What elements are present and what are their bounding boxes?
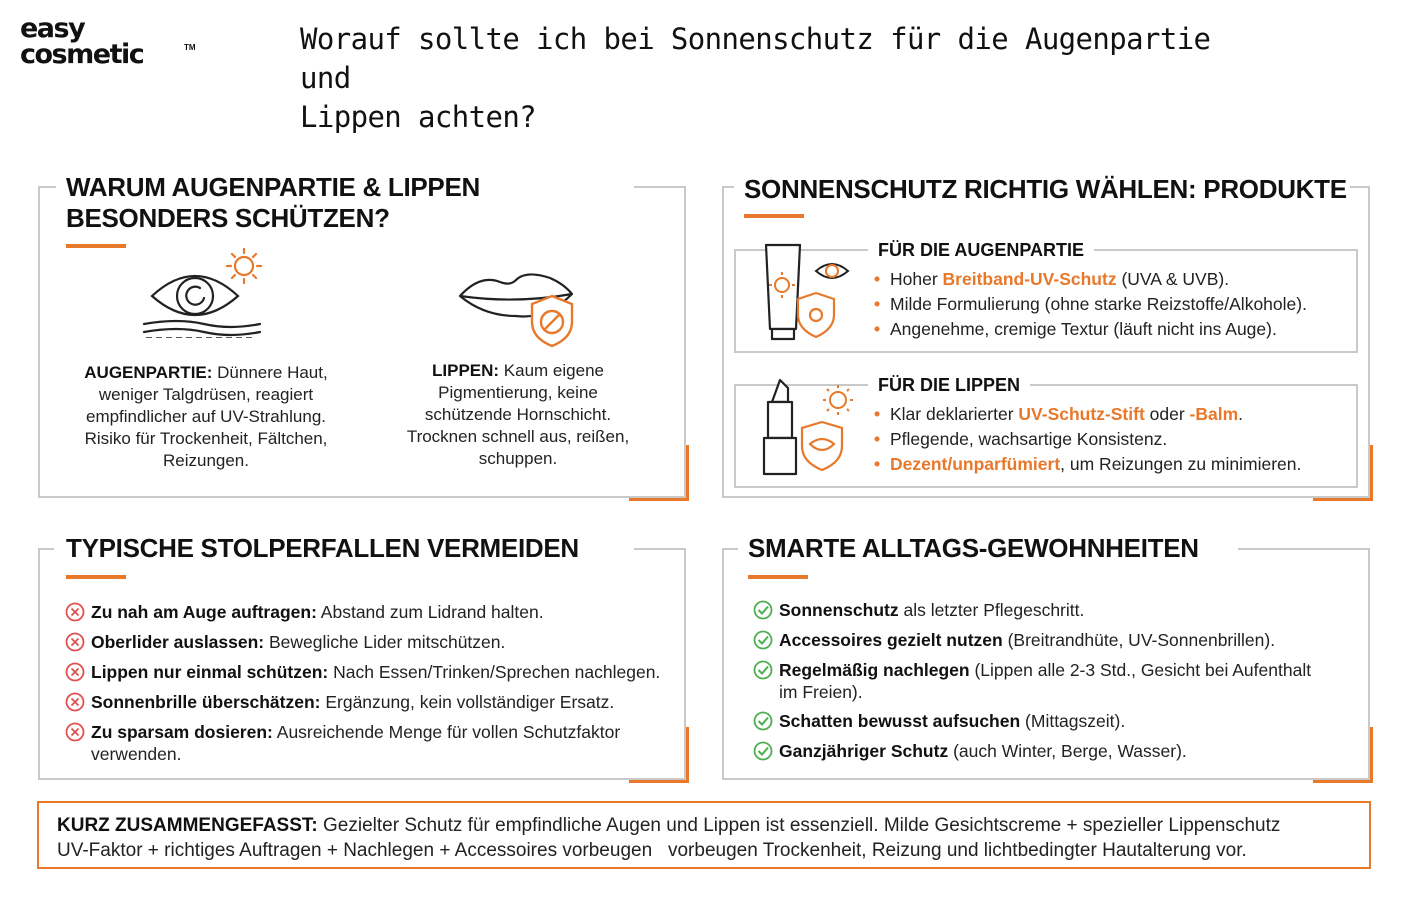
x-circle-icon xyxy=(65,692,85,712)
eye-line-4: Risiko für Trockenheit, Fältchen, xyxy=(84,429,328,448)
lips-line-5: schuppen. xyxy=(478,449,558,468)
item-label: Zu sparsam dosieren: xyxy=(91,722,273,742)
item-text: (auch Winter, Berge, Wasser). xyxy=(948,741,1187,761)
highlight-text: Breitband-UV-Schutz xyxy=(942,269,1117,289)
habit-item-continuation: im Freien). xyxy=(779,682,863,702)
pitfall-item-continuation: verwenden. xyxy=(91,744,182,764)
item-label: Sonnenbrille überschätzen: xyxy=(91,692,321,712)
x-circle-icon xyxy=(65,632,85,652)
item-label: Lippen nur einmal schützen: xyxy=(91,662,329,682)
item-label: Regelmäßig nachlegen xyxy=(779,660,970,680)
bullet-text: (UVA & UVB). xyxy=(1116,269,1230,289)
bullet-item xyxy=(874,452,1301,477)
sunscreen-tube-icon xyxy=(750,237,860,343)
item-label: Oberlider auslassen: xyxy=(91,632,265,652)
why-title-line-1: WARUM AUGENPARTIE & LIPPEN xyxy=(66,172,480,202)
item-label: Zu nah am Auge auftragen: xyxy=(91,602,317,622)
lips-shield-icon xyxy=(456,266,580,350)
habits-title: SMARTE ALLTAGS-GEWOHNHEITEN xyxy=(748,533,1199,563)
summary-box xyxy=(37,801,1371,869)
item-text: als letzter Pflegeschritt. xyxy=(898,600,1085,620)
item-text: (Breitrandhüte, UV-Sonnenbrillen). xyxy=(1002,630,1276,650)
summary-line-2: UV-Faktor + richtiges Auftragen + Nachlegen + Accessoires vorbeugen vorbeugen Trockenheit, Reizung und lichtbedingter Hautalterung vor. xyxy=(57,840,1247,861)
x-circle-icon xyxy=(65,602,85,622)
bullet-item xyxy=(874,402,1301,427)
pitfall-item xyxy=(91,721,620,743)
page-title-line-2: Lippen achten? xyxy=(300,100,537,134)
products-lips-box xyxy=(734,375,1358,488)
eye-line-5: Reizungen. xyxy=(162,451,249,470)
check-circle-icon xyxy=(753,741,773,761)
item-text: (Mittagszeit). xyxy=(1020,711,1126,731)
item-label: Ganzjähriger Schutz xyxy=(779,741,949,761)
eye-line-2: weniger Talgdrüsen, reagiert xyxy=(98,385,314,404)
habit-item xyxy=(779,599,1084,621)
bullet-item: • Pflegende, wachsartige Konsistenz. xyxy=(874,427,1301,452)
title-underline xyxy=(744,214,804,218)
check-circle-icon xyxy=(753,630,773,650)
products-eye-title: FÜR DIE AUGENPARTIE xyxy=(868,239,1094,261)
pitfalls-card xyxy=(38,533,686,780)
habit-item xyxy=(779,710,1125,732)
logo-trademark: TM xyxy=(184,43,196,52)
habit-item xyxy=(779,629,1275,651)
products-card xyxy=(722,174,1370,498)
lips-line-1: Kaum eigene xyxy=(499,361,604,380)
highlight-text: Dezent/unparfümiert xyxy=(890,454,1061,474)
bullet-item: • Milde Formulierung (ohne starke Reizstoffe/Alkohole). xyxy=(874,292,1307,317)
bullet-item xyxy=(874,267,1307,292)
bullet-text: , um Reizungen zu minimieren. xyxy=(1060,454,1302,474)
accent-corner xyxy=(1313,727,1373,783)
lips-line-4: Trocknen schnell aus, reißen, xyxy=(406,427,630,446)
x-circle-icon xyxy=(65,662,85,682)
products-lips-title: FÜR DIE LIPPEN xyxy=(868,374,1030,396)
logo-line-1: easy xyxy=(20,13,85,44)
accent-corner xyxy=(629,727,689,783)
item-text: Bewegliche Lider mitschützen. xyxy=(264,632,506,652)
check-circle-icon xyxy=(753,600,773,620)
lips-line-3: schützende Hornschicht. xyxy=(424,405,612,424)
title-underline xyxy=(66,244,126,248)
habits-card xyxy=(722,533,1370,780)
summary-label: KURZ ZUSAMMENGEFASST: xyxy=(57,815,318,836)
pitfall-item xyxy=(91,601,544,623)
products-eye-box xyxy=(734,240,1358,353)
pitfall-item xyxy=(91,691,614,713)
title-underline xyxy=(66,575,126,579)
check-circle-icon xyxy=(753,711,773,731)
item-text: Ausreichende Menge für vollen Schutzfaktor xyxy=(272,722,621,742)
logo-line-2: cosmetic xyxy=(20,39,144,70)
x-circle-icon xyxy=(65,722,85,742)
products-lips-bullets xyxy=(874,402,1301,477)
item-text: (Lippen alle 2-3 Std., Gesicht bei Aufenthalt xyxy=(969,660,1312,680)
bullet-item: • Angenehme, cremige Textur (läuft nicht ins Auge). xyxy=(874,317,1307,342)
pitfalls-title: TYPISCHE STOLPERFALLEN VERMEIDEN xyxy=(66,533,579,563)
products-eye-bullets xyxy=(874,267,1307,342)
highlight-text: -Balm xyxy=(1189,404,1239,424)
highlight-text: UV-Schutz-Stift xyxy=(1018,404,1145,424)
eye-description xyxy=(56,362,356,472)
pitfall-item xyxy=(91,661,660,683)
bullet-text: oder xyxy=(1144,404,1190,424)
bullet-text: . xyxy=(1238,404,1244,424)
products-title: SONNENSCHUTZ RICHTIG WÄHLEN: PRODUKTE xyxy=(744,174,1347,204)
check-circle-icon xyxy=(753,660,773,680)
item-text: Ergänzung, kein vollständiger Ersatz. xyxy=(320,692,615,712)
why-card xyxy=(38,172,686,498)
title-underline xyxy=(748,575,808,579)
item-label: Schatten bewusst aufsuchen xyxy=(779,711,1021,731)
lips-label: LIPPEN: xyxy=(432,361,500,380)
item-label: Accessoires gezielt nutzen xyxy=(779,630,1003,650)
eye-line-3: empfindlicher auf UV-Strahlung. xyxy=(85,407,327,426)
item-text: Nach Essen/Trinken/Sprechen nachlegen. xyxy=(328,662,661,682)
item-label: Sonnenschutz xyxy=(779,600,899,620)
lipstick-icon xyxy=(760,372,860,478)
pitfall-item xyxy=(91,631,505,653)
page-title-line-1: Worauf sollte ich bei Sonnenschutz für die Augenpartie und xyxy=(300,22,1211,95)
page-title xyxy=(300,20,1260,137)
eye-line-1: Dünnere Haut, xyxy=(212,363,328,382)
bullet-text: Klar deklarierter xyxy=(890,404,1019,424)
habit-item xyxy=(779,659,1311,681)
bullet-text: Hoher xyxy=(890,269,943,289)
item-text: Abstand zum Lidrand halten. xyxy=(316,602,544,622)
brand-logo xyxy=(20,13,196,72)
why-title xyxy=(66,172,606,234)
lips-line-2: Pigmentierung, keine xyxy=(438,383,598,402)
lips-description xyxy=(368,360,668,470)
eye-label: AUGENPARTIE: xyxy=(84,363,213,382)
summary-line-1: Gezielter Schutz für empfindliche Augen und Lippen ist essenziell. Milde Gesichtscreme + spezieller Lippenschutz xyxy=(317,815,1281,836)
habit-item xyxy=(779,740,1187,762)
why-title-line-2: BESONDERS SCHÜTZEN? xyxy=(66,203,390,233)
eye-skin-sun-icon xyxy=(138,248,268,338)
